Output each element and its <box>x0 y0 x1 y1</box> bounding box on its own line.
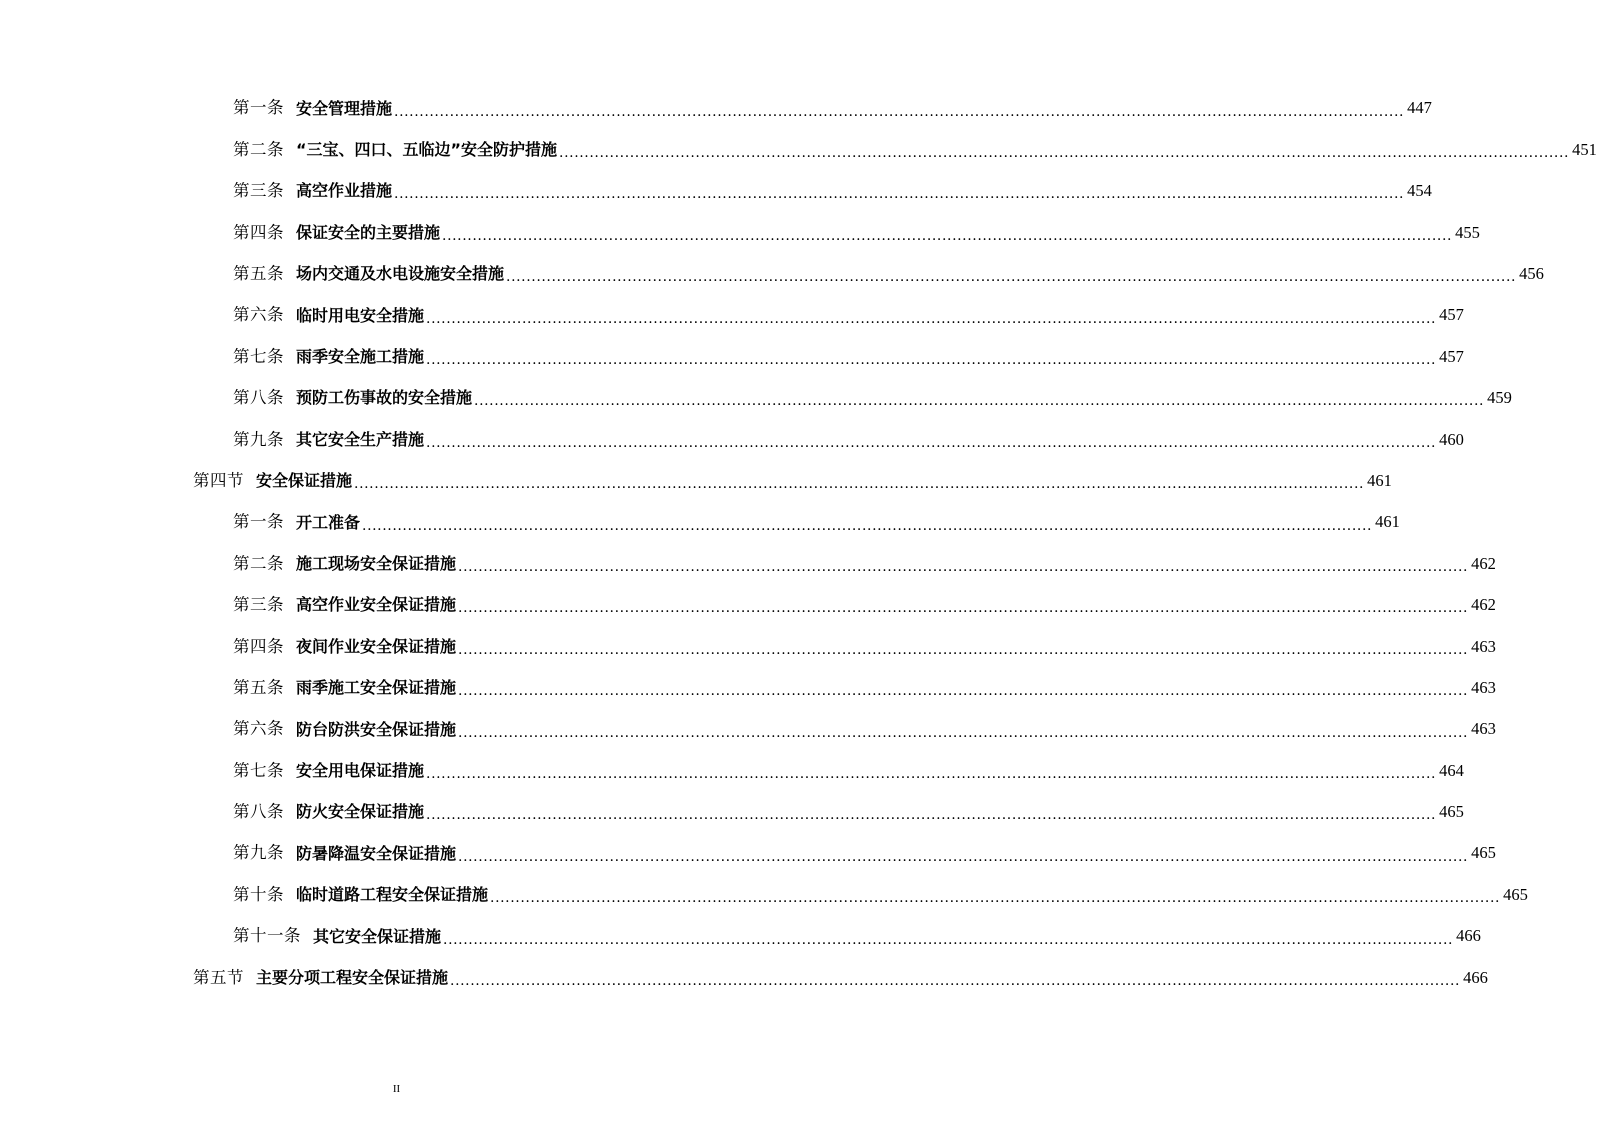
toc-article-entry[interactable] <box>0 419 1464 460</box>
toc-article-entry[interactable] <box>0 667 1496 708</box>
toc-entry-page: 462 <box>1471 553 1496 573</box>
toc-entry-page: 454 <box>1407 181 1432 201</box>
toc-entry-number: 第七条 <box>233 346 284 366</box>
toc-entry-page: 461 <box>1375 512 1400 532</box>
toc-entry-title: 保证安全的主要措施 <box>296 222 441 242</box>
page-number: II <box>392 1083 401 1095</box>
toc-entry-title: 防台防洪安全保证措施 <box>296 719 457 739</box>
toc-dot-leader: ........................................................................................................................................................................................................ <box>426 352 1437 369</box>
toc-entry-title: 防火安全保证措施 <box>296 802 425 822</box>
toc-dot-leader: ........................................................................................................................................................................................................ <box>354 476 1365 493</box>
toc-dot-leader: ........................................................................................................................................................................................................ <box>458 683 1469 700</box>
toc-entry-page: 463 <box>1471 636 1496 656</box>
toc-entry-page: 456 <box>1519 264 1544 283</box>
toc-entry-number: 第六条 <box>233 305 284 325</box>
toc-entry-title: 安全管理措施 <box>296 98 393 118</box>
toc-section-entry[interactable] <box>0 957 1488 998</box>
toc-entry-title: 临时用电安全措施 <box>296 305 425 325</box>
toc-entry-number: 第五条 <box>233 264 284 283</box>
toc-entry-title: 开工准备 <box>296 512 361 532</box>
toc-dot-leader: ........................................................................................................................................................................................................ <box>394 103 1405 120</box>
toc-entry-page: 463 <box>1471 719 1496 739</box>
toc-entry-number: 第二条 <box>233 139 284 159</box>
toc-article-entry[interactable] <box>0 378 1512 419</box>
toc-entry-page: 465 <box>1503 884 1528 904</box>
toc-dot-leader: ........................................................................................................................................................................................................ <box>458 558 1469 575</box>
toc-entry-page: 463 <box>1471 677 1496 697</box>
toc-entry-title: 雨季施工安全保证措施 <box>296 678 457 698</box>
toc-entry-page: 457 <box>1439 346 1464 366</box>
toc-entry-page: 457 <box>1439 305 1464 325</box>
toc-entry-number: 第五节 <box>193 967 244 987</box>
toc-article-entry[interactable] <box>0 792 1464 833</box>
toc-article-entry[interactable] <box>0 750 1464 791</box>
toc-entry-page: 465 <box>1471 843 1496 863</box>
toc-entry-number: 第二条 <box>233 553 284 573</box>
table-of-contents <box>0 88 1597 999</box>
toc-entry-title: 预防工伤事故的安全措施 <box>296 388 473 408</box>
toc-dot-leader: ........................................................................................................................................................................................................ <box>458 724 1469 741</box>
toc-dot-leader: ........................................................................................................................................................................................................ <box>450 972 1461 989</box>
toc-entry-page: 464 <box>1439 760 1464 780</box>
toc-article-entry[interactable] <box>0 709 1496 750</box>
toc-entry-number: 第四条 <box>233 222 284 242</box>
toc-entry-title: 高空作业措施 <box>296 181 393 201</box>
toc-entry-number: 第三条 <box>233 595 284 615</box>
toc-dot-leader: ........................................................................................................................................................................................................ <box>394 186 1405 203</box>
toc-entry-page: 460 <box>1439 429 1464 449</box>
toc-article-entry[interactable] <box>0 585 1496 626</box>
toc-entry-number: 第十条 <box>233 884 284 904</box>
toc-article-entry[interactable] <box>0 295 1464 336</box>
toc-dot-leader: ........................................................................................................................................................................................................ <box>559 145 1570 162</box>
toc-entry-number: 第八条 <box>233 388 284 408</box>
toc-article-entry[interactable] <box>0 626 1496 667</box>
toc-entry-page: 461 <box>1367 470 1392 490</box>
toc-article-entry[interactable] <box>0 254 1544 295</box>
toc-dot-leader: ........................................................................................................................................................................................................ <box>426 765 1437 782</box>
toc-entry-number: 第十一条 <box>233 926 301 946</box>
toc-dot-leader: ........................................................................................................................................................................................................ <box>442 227 1453 244</box>
toc-dot-leader: ........................................................................................................................................................................................................ <box>490 890 1501 907</box>
toc-entry-title: 雨季安全施工措施 <box>296 347 425 367</box>
toc-entry-number: 第三条 <box>233 181 284 201</box>
toc-entry-page: 447 <box>1407 98 1432 118</box>
toc-entry-title: “三宝、四口、五临边”安全防护措施 <box>296 140 558 160</box>
toc-entry-title: 其它安全生产措施 <box>296 429 425 449</box>
toc-entry-page: 466 <box>1463 967 1488 987</box>
toc-entry-number: 第一条 <box>233 98 284 118</box>
toc-entry-title: 高空作业安全保证措施 <box>296 595 457 615</box>
toc-article-entry[interactable] <box>0 129 1597 170</box>
toc-section-entry[interactable] <box>0 461 1392 502</box>
toc-entry-number: 第八条 <box>233 802 284 822</box>
toc-article-entry[interactable] <box>0 171 1432 212</box>
toc-entry-number: 第五条 <box>233 677 284 697</box>
toc-article-entry[interactable] <box>0 916 1481 957</box>
toc-entry-title: 夜间作业安全保证措施 <box>296 636 457 656</box>
toc-entry-page: 465 <box>1439 802 1464 822</box>
toc-dot-leader: ........................................................................................................................................................................................................ <box>362 517 1373 534</box>
toc-entry-page: 451 <box>1572 139 1597 159</box>
toc-dot-leader: ........................................................................................................................................................................................................ <box>506 269 1517 286</box>
toc-article-entry[interactable] <box>0 833 1496 874</box>
toc-article-entry[interactable] <box>0 502 1400 543</box>
toc-entry-number: 第七条 <box>233 760 284 780</box>
toc-entry-title: 临时道路工程安全保证措施 <box>296 885 489 905</box>
toc-entry-page: 466 <box>1456 926 1481 946</box>
toc-entry-title: 其它安全保证措施 <box>313 926 442 946</box>
toc-article-entry[interactable] <box>0 874 1528 915</box>
toc-dot-leader: ........................................................................................................................................................................................................ <box>426 807 1437 824</box>
toc-entry-number: 第九条 <box>233 843 284 863</box>
toc-article-entry[interactable] <box>0 543 1496 584</box>
toc-article-entry[interactable] <box>0 212 1480 253</box>
toc-dot-leader: ........................................................................................................................................................................................................ <box>426 434 1437 451</box>
toc-entry-number: 第一条 <box>233 512 284 532</box>
toc-entry-page: 455 <box>1455 222 1480 242</box>
toc-entry-page: 462 <box>1471 595 1496 615</box>
toc-entry-title: 安全保证措施 <box>256 471 353 491</box>
toc-dot-leader: ........................................................................................................................................................................................................ <box>458 641 1469 658</box>
toc-entry-number: 第六条 <box>233 719 284 739</box>
toc-dot-leader: ........................................................................................................................................................................................................ <box>443 931 1454 948</box>
toc-entry-title: 场内交通及水电设施安全措施 <box>296 264 505 284</box>
toc-dot-leader: ........................................................................................................................................................................................................ <box>458 848 1469 865</box>
toc-entry-number: 第四条 <box>233 636 284 656</box>
toc-dot-leader: ........................................................................................................................................................................................................ <box>426 310 1437 327</box>
toc-entry-title: 施工现场安全保证措施 <box>296 553 457 573</box>
toc-entry-title: 安全用电保证措施 <box>296 760 425 780</box>
toc-entry-title: 防暑降温安全保证措施 <box>296 843 457 863</box>
toc-dot-leader: ........................................................................................................................................................................................................ <box>458 600 1469 617</box>
toc-entry-title: 主要分项工程安全保证措施 <box>256 967 449 987</box>
toc-entry-number: 第九条 <box>233 429 284 449</box>
toc-dot-leader: ........................................................................................................................................................................................................ <box>474 393 1485 410</box>
toc-entry-number: 第四节 <box>193 470 244 490</box>
toc-article-entry[interactable] <box>0 88 1432 129</box>
toc-article-entry[interactable] <box>0 336 1464 377</box>
toc-entry-page: 459 <box>1487 388 1512 408</box>
